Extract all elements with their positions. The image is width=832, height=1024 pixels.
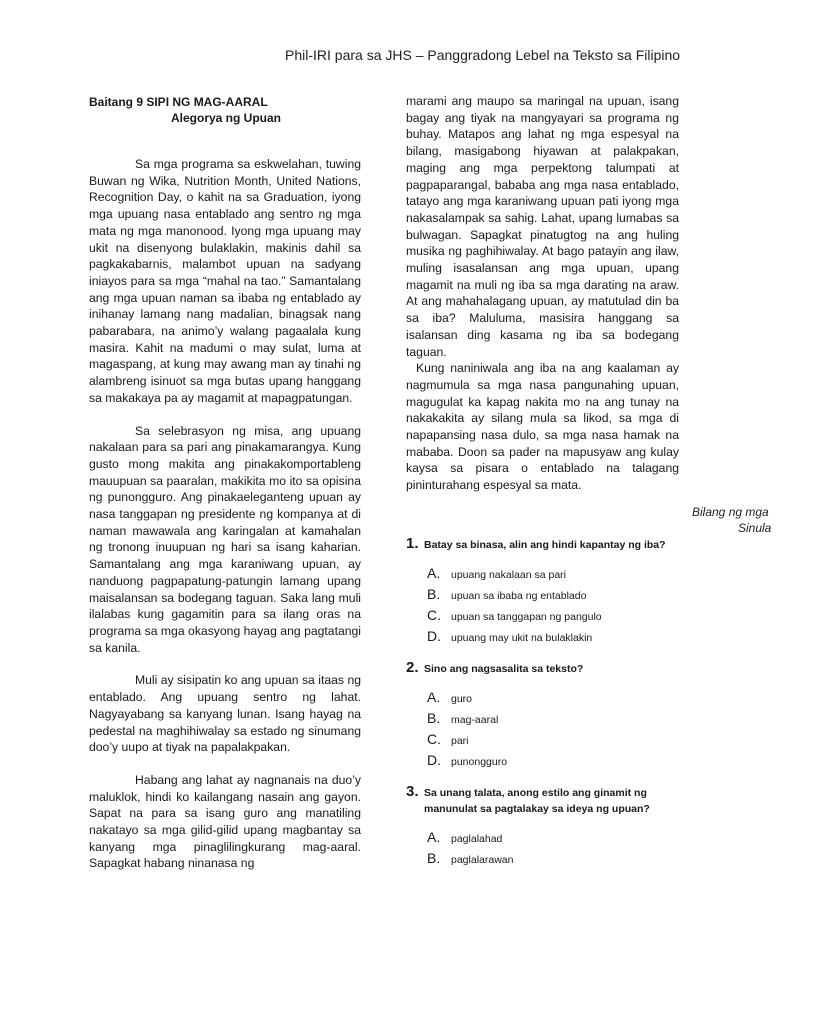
story-paragraph: Sa mga programa sa eskwelahan, tuwing Buwan ng Wika, Nutrition Month, United Nations, Recognition Day, o kahit na sa Graduation, iyong mga upuang nasa entablado ang sentro ng mga mata ng mga manonood. Iyong mga upuang may ukit na disenyong bulaklakin, makinis dahil sa pagkakabarnis, malambot upuan na sadyang iniayos para sa mga “mahal na tao.” Samantalang ang mga upuan naman sa ibaba ng entablado ay inihanay lamang nang madalian, binagsak nang pabarabara, na animo’y walang pagaalala kung masira. Kahit na madumi o may sulat, luma at magaspang, at kung may awang man ay tinahi ng alambreng isinuot sa mga butas upang hanggang sa makakaya pa ay magamit at mapagpatungan. (89, 157, 361, 405)
option-letter: A. (427, 565, 441, 581)
story-continuation-paragraph: Kung naniniwala ang iba na ang kaalaman ay nagmumula sa mga nasa pangunahing upuan, magugulat ka kapag nakita mo na ang tunay na nakakakita ay silang mula sa likod, sa mga di napapansing nasa dulo, sa mga nasa hamak na mababa. Doon sa pader na mapusyaw ang kulay kaysa sa pisara o entablado na talagang pininturahang espesyal sa mata. (406, 361, 679, 493)
option-letter: A. (427, 689, 441, 705)
answer-option[interactable] (427, 731, 686, 752)
side-note-line: Sinula (738, 521, 772, 535)
story-right-column (406, 93, 679, 494)
answer-option[interactable] (427, 586, 686, 607)
question-text: Sino ang nagsasalita sa teksto? (424, 663, 584, 675)
option-letter: C. (427, 731, 441, 747)
answer-options (427, 565, 686, 649)
story-paragraph: Sa selebrasyon ng misa, ang upuang nakalaan para sa pari ang pinakamarangya. Kung gusto mong makita ang pinakakomportableng mauupuan sa paaralan, makikita mo ito sa opisina ng punongguro. Ang pinakaeleganteng upuan ay nasa tanggapan ng presidente ng kompanya at di naman mawawala ang karingalan at kamahalan ng tronong inuupuan ng hari sa isang kaharian. Samantalang ang mga karaniwang upuan, ay nanduong pagpapatung-patungin lamang upang maisalansan sa bodegang taguan. Saka lang muli ilalabas kung gagamitin para sa ilang oras na programa sa mga okasyong hayag ang pagtatangi sa kanila. (89, 423, 361, 655)
question-1 (406, 535, 686, 649)
option-text: upuang nakalaan sa pari (451, 569, 567, 581)
story-continuation-paragraph: marami ang maupo sa maringal na upuan, isang bagay ang tiyak na mangyayari sa programa ng buhay. Matapos ang lahat ng mga espesyal na bilang, masigabong hiyawan at palakpakan, maging ang mga perpektong talumpati at pagpaparangal, bababa ang mga nasa entablado, tatayo ang mga karaniwang upuan pati iyong mga nakasalampak sa sahig. Lahat, upang lumabas sa bulwagan. Sapagkat pinatugtog na ang huling musika ng paghihiwalay. At bago patayin ang ilaw, muling isasalansan ang mga upuan, upang magamit na muli ng iba sa mga darating na araw. At ang mahahalagang upuan, ay matutulad din ba sa iba? Maluluma, masisira hanggang sa isalansan ding kasama ng iba sa bodegang taguan. (406, 94, 679, 359)
question-number: 2. (406, 659, 419, 676)
option-letter: B. (427, 586, 441, 602)
side-note-line: Bilang ng mga (692, 505, 769, 519)
option-text: upuan sa ibaba ng entablado (451, 590, 587, 602)
option-text: mag-aaral (451, 714, 499, 726)
question-number: 1. (406, 535, 419, 552)
option-letter: C. (427, 607, 441, 623)
question-2 (406, 659, 686, 773)
answer-options (427, 829, 686, 871)
story-paragraph: Habang ang lahat ay nagnanais na duo’y maluklok, hindi ko kailangang nasain ang gayon. Sapat na para sa isang guro ang manatiling nakatayo sa mga gilid-gilid upang magbantay sa kanyang mga pinaglilingkurang mag-aaral. Sapagkat habang ninanasa ng (89, 772, 361, 871)
option-letter: B. (427, 850, 441, 866)
answer-option[interactable] (427, 850, 686, 871)
story-title: Alegorya ng Upuan (171, 111, 282, 125)
answer-options (427, 689, 686, 773)
option-text: upuang may ukit na bulaklakin (451, 632, 593, 644)
question-text: Sa unang talata, anong estilo ang ginamit ng manunulat sa pagtalakay sa ideya ng upuan? (424, 787, 650, 815)
side-note (692, 504, 832, 536)
answer-option[interactable] (427, 710, 686, 731)
option-text: guro (451, 693, 473, 705)
questions-section (406, 535, 686, 871)
story-heading: Baitang 9 SIPI NG MAG-AARAL (89, 95, 268, 109)
option-text: upuan sa tanggapan ng pangulo (451, 611, 602, 623)
answer-option[interactable] (427, 752, 686, 773)
story-left-column (89, 94, 361, 872)
option-letter: D. (427, 628, 441, 644)
answer-option[interactable] (427, 628, 686, 649)
option-letter: D. (427, 752, 441, 768)
option-text: paglalarawan (451, 854, 514, 866)
answer-option[interactable] (427, 689, 686, 710)
answer-option[interactable] (427, 829, 686, 850)
option-letter: A. (427, 829, 441, 845)
question-text: Batay sa binasa, alin ang hindi kapantay ng iba? (424, 539, 666, 551)
option-text: punongguro (451, 756, 508, 768)
story-paragraph: Muli ay sisipatin ko ang upuan sa itaas ng entablado. Ang upuang sentro ng lahat. Nagyayabang sa kanyang lunan. Isang hayag na pedestal na maghihiwalay sa estado ng sinumang doo’y uupo at tiyak na papalakpakan. (89, 673, 361, 755)
option-letter: B. (427, 710, 441, 726)
answer-option[interactable] (427, 607, 686, 628)
option-text: pari (451, 735, 469, 747)
question-3 (406, 783, 686, 871)
page-header: Phil-IRI para sa JHS – Panggradong Lebel na Teksto sa Filipino (285, 47, 681, 63)
answer-option[interactable] (427, 565, 686, 586)
option-text: paglalahad (451, 833, 503, 845)
question-number: 3. (406, 783, 419, 800)
